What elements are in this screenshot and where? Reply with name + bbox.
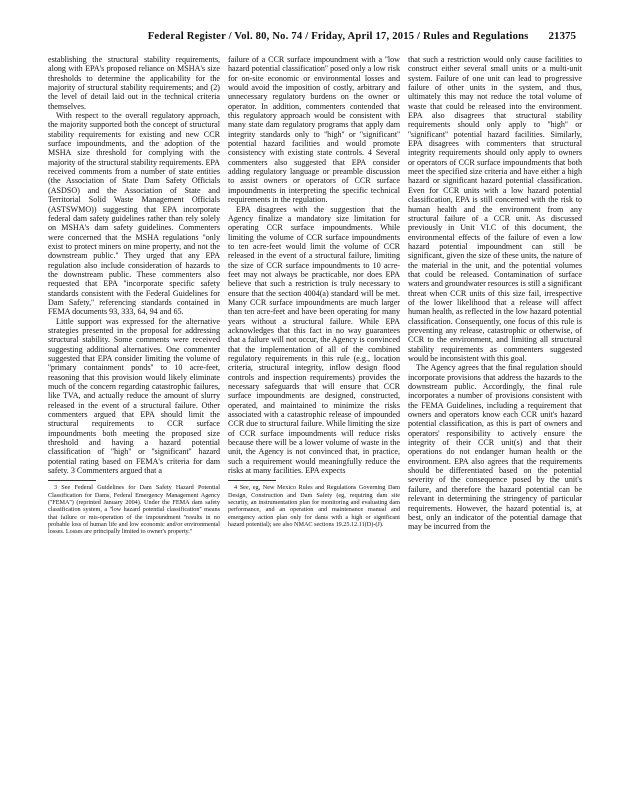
footnote-block: [48, 484, 220, 535]
footnote-divider: [228, 480, 276, 481]
page-number: 21375: [548, 30, 576, 42]
paragraph: The Agency agrees that the final regulation should incorporate provisions that address the hazards to the downstream public. Accordingly, the final rule incorporates a number of provisions consistent with the FEMA Guidelines, including a requirement that owners and operators know each CCR unit's hazard potential classification, as this is part of owners and operators' responsibility to actively ensure the integrity of their CCR unit(s) and that their operations do not endanger human health or the environment. EPA also agrees that the requirements should be differentiated based on the potential severity of the consequence posed by the unit's failure, and therefore the hazard potential can be relevant in determining the stringency of particular requirements. However, the hazard potential is, at best, only an indicator of the potential damage that may be incurred from the: [408, 363, 582, 532]
paragraph: that such a restriction would only cause facilities to construct either several small units or a multi-unit system. Failure of one unit can lead to progressive failure of other units in the system, and thus, ultimately this may not reduce the total volume of waste that could be released into the environment. EPA also disagrees that structural stability requirements should only apply to ''high'' or ''significant'' potential hazard facilities. Similarly, EPA disagrees with commenters that structural integrity requirements should only apply to owners or operators of CCR surface impoundments that both meet the specified size criteria and have either a high hazard or significant hazard potential classification. Even for CCR units with a low hazard potential classification, EPA is still concerned with the risk to human health and the environment from any structural failure of a CCR unit. As discussed previously in Unit VI.C of this document, the environmental effects of the failure of even a low hazard potential impoundment can still be significant, given the size of these units, the nature of the material in the unit, and the potential volumes that could be released. Contamination of surface waters and groundwater resources is still a significant threat when CCR units of this size fail, irrespective of the lower likelihood that a release will affect human health, as reflected in the low hazard potential classification. Consequently, one focus of this rule is preventing any release, catastrophic or otherwise, of CCR to the environment, and limiting all structural stability requirements as commenters suggested would be inconsistent with this goal.: [408, 55, 582, 363]
footnote: 4 See, eg, New Mexico Rules and Regulations Governing Dam Design, Construction and Dam Safety (eg, requiring dam site security, an instrumentation plan for monitoring and evaluating dam performance, and an operation and maintenance manual and emergency action plan only for dams with a high or significant hazard potential); see also NMAC sections 19.25.12.11(D)-(J).: [228, 484, 400, 528]
paragraph: EPA disagrees with the suggestion that the Agency finalize a mandatory size limitation for operating CCR surface impoundments. While limiting the volume of CCR surface impoundments to ten acre-feet would limit the volume of CCR released in the event of a structural failure, limiting the size of CCR surface impoundments to 10 acre-feet may not always be practicable, nor does EPA believe that such a restriction is truly necessary to ensure that the section 4004(a) standard will be met. Many CCR surface impoundments are much larger than ten acre-feet and have been operating for many years without a structural failure. While EPA acknowledges that this fact in no way guarantees that a failure will not occur, the Agency is convinced that the implementation of all of the combined regulatory requirements in this rule (e.g., location criteria, structural integrity, inflow design flood controls and inspection requirements) provides the necessary safeguards that will ensure that CCR surface impoundments are designed, constructed, operated, and maintained to minimize the risks associated with a catastrophic release of impounded CCR due to structural failure. While limiting the size of CCR surface impoundments will reduce risks because there will be a lower volume of waste in the unit, the Agency is not convinced that, in practice, such a requirement would meaningfully reduce the risks at many facilities. EPA expects: [228, 204, 400, 476]
paragraph: failure of a CCR surface impoundment with a ''low hazard potential classification'' posed only a low risk for on-site economic or environmental losses and would avoid the imposition of costly, arbitrary and unnecessary regulatory burdens on the owner or operator. In addition, commenters contended that this regulatory approach would be consistent with many state dam regulatory programs that apply dam integrity standards only to ''high'' or ''significant'' potential hazard facilities and would promote consistency with existing state controls. 4 Several commenters also suggested that EPA consider adding regulatory language or preamble discussion to assist owners or operators of CCR surface impoundments in interpreting the specific technical requirements in the regulation.: [228, 55, 400, 205]
footnote-divider: [48, 480, 96, 481]
paragraph: Little support was expressed for the alternative strategies presented in the proposal for addressing structural stability. Some comments were received suggesting additional alternatives. One commenter suggested that EPA consider limiting the volume of ''primary containment ponds'' to 10 acre-feet, reasoning that this provision would likely eliminate much of the concern regarding catastrophic failures, like TVA, and actually reduce the amount of slurry released in the event of a structural failure. Other commenters argued that EPA should limit the structural requirements to CCR surface impoundments both meeting the proposed size threshold and having a hazard potential classification of ''high'' or ''significant'' hazard potential rating based on FEMA's criteria for dam safety. 3 Commenters argued that a: [48, 316, 220, 476]
paragraph: With respect to the overall regulatory approach, the majority supported both the concept of structural stability requirements for existing and new CCR surface impoundments, and the adoption of the MSHA size threshold for complying with the majority of the structural stability requirements. EPA received comments from a number of state entities (the Association of State Dam Safety Officials (ASDSO) and the Association of State and Territorial Solid Waste Management Officials (ASTSWMO)) suggesting that EPA incorporate federal dam safety guidelines rather than rely solely on MSHA's dam safety guidelines. Commenters were concerned that the MSHA regulations ''only exist to protect miners on mine property, and not the downstream public.'' They urged that any EPA regulation also include consideration of hazards to the downstream public. These commenters also requested that EPA ''incorporate specific safety standards consistent with the Federal Guidelines for Dam Safety,'' referencing standards contained in FEMA documents 93, 333, 64, 94 and 65.: [48, 111, 220, 317]
footnote: 3 See Federal Guidelines for Dam Safety Hazard Potential Classification for Dams, Federal Emergency Management Agency (''FEMA'') (reprinted January 2004). Under the FEMA dam safety classification system, a ''low hazard potential classification'' means that failure or mis-operation of the impoundment ''results in no probable loss of human life and low economic and/or environmental losses. Losses are principally limited to owner's property.'': [48, 484, 220, 536]
running-header: [48, 30, 576, 46]
text-column-1: [48, 55, 220, 793]
paragraph: establishing the structural stability requirements, along with EPA's proposed reliance on MSHA's size thresholds to determine the applicability for the majority of structural stability requirements; and (2) the level of detail laid out in the technical criteria themselves.: [48, 55, 220, 111]
text-column-3: [408, 55, 582, 793]
text-column-2: [228, 55, 400, 793]
running-head-text: Federal Register / Vol. 80, No. 74 / Friday, April 17, 2015 / Rules and Regulations: [147, 31, 529, 42]
footnote-block: [228, 484, 400, 528]
